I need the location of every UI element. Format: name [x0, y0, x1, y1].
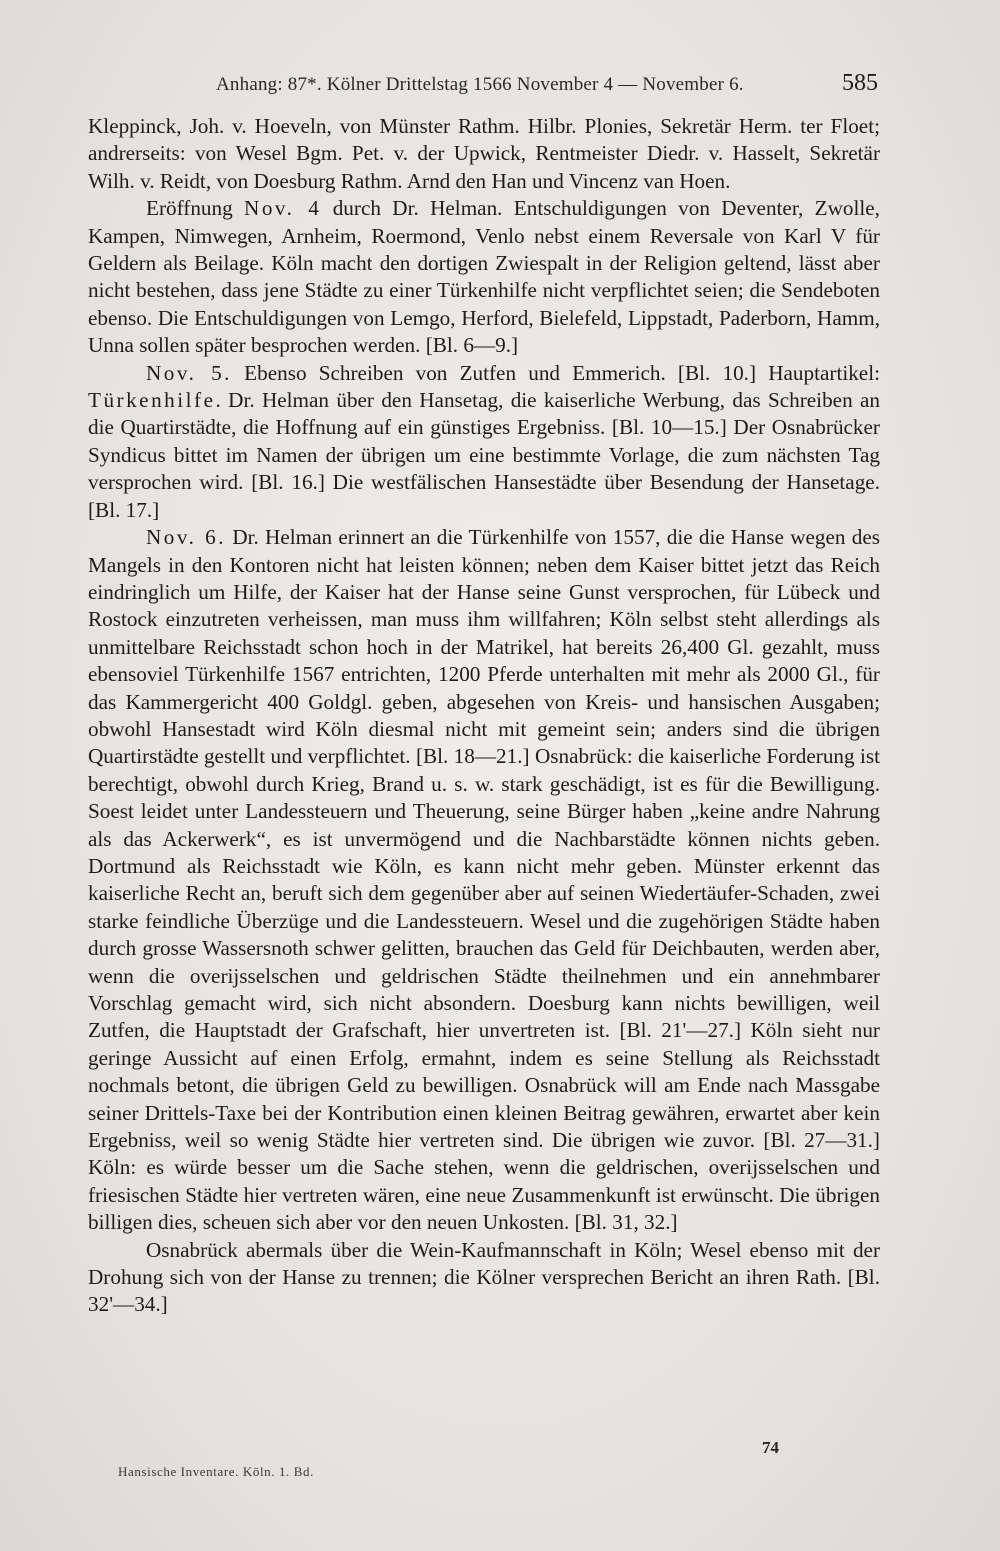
text-run: Kleppinck, Joh. v. Hoeveln, von Münster Rathm. Hilbr. Plonies, Sekretär Herm. ter Floet; andrerseits: von Wesel Bgm. Pet. v. der Upwick, Rentmeister Diedr. v. Hasselt, Sekretär Wilh. v. Reidt, von Doesburg Rathm. Arnd den Han und Vincenz van Hoen.: [88, 114, 880, 193]
spaced-text: Nov. 6.: [146, 525, 227, 550]
spaced-text: Nov. 5.: [146, 360, 232, 385]
page-header: [88, 70, 878, 104]
body-text: [88, 113, 880, 1319]
text-run: Ebenso Schreiben von Zutfen und Emmerich. [Bl. 10.] Hauptartikel:: [231, 360, 880, 385]
text-run: durch Dr. Helman. Entschuldigungen von Deventer, Zwolle, Kampen, Nimwegen, Arnheim, Roermond, Venlo nebst einem Reversale von Karl V für Geldern als Beilage. Köln macht den dortigen Zwiespalt in der Religion geltend, lässt aber nicht bestehen, dass jene Städte zu einer Türkenhilfe nicht verpflichtet seien; die Sendeboten ebenso. Die Entschuldigungen von Lemgo, Herford, Bielefeld, Lippstadt, Paderborn, Hamm, Unna sollen später besprochen werden. [Bl. 6—9.]: [88, 196, 880, 358]
signature-label: Hansische Inventare. Köln. 1. Bd.: [118, 1464, 314, 1479]
page-number: 585: [842, 70, 878, 96]
paragraph: [88, 524, 880, 1237]
text-run: Osnabrück abermals über die Wein-Kaufmannschaft in Köln; Wesel ebenso mit der Drohung sich von der Hanse zu trennen; die Kölner versprechen Bericht an ihren Rath. [Bl. 32'—34.]: [88, 1237, 880, 1317]
signature-number: 74: [762, 1438, 779, 1457]
paragraph: [88, 113, 880, 195]
spaced-text: Türkenhilfe: [88, 388, 216, 413]
paragraph: [88, 360, 880, 524]
paragraph: [88, 1237, 880, 1319]
spaced-text: Nov. 4: [244, 196, 322, 221]
text-run: Dr. Helman erinnert an die Türkenhilfe von 1557, die die Hanse wegen des Mangels in den Kontoren nicht hat leisten können; neben dem Kaiser bittet jetzt das Reich eindringlich um Hilfe, der Kaiser hat der Hanse seine Gunst versprochen, für Lübeck und Rostock einzutreten verheissen, man muss ihm willfahren; Köln selbst steht allerdings als unmittelbare Reichsstadt schon hoch in der Matrikel, hat bereits 26,400 Gl. gezahlt, muss ebensoviel Türkenhilfe 1567 entrichten, 1200 Pferde unterhalten mit mehr als 2000 Gl., für das Kammergericht 400 Goldgl. geben, abgesehen von Kreis- und hansischen Ausgaben; obwohl Hansestadt wird Köln diesmal nicht mit gemeint sein; anders sind die übrigen Quartirstädte gestellt und verpflichtet. [Bl. 18—21.] Osnabrück: die kaiserliche Forderung ist berechtigt, obwohl durch Krieg, Brand u. s. w. stark geschädigt, ist es für die Bewilligung. Soest leidet unter Landessteuern und Theuerung, seine Bürger haben „keine andre Nahrung als das Ackerwerk“, es ist unvermögend und die Nachbarstädte können nichts geben. Dortmund als Reichsstadt wie Köln, es kann nicht mehr geben. Münster erkennt das kaiserliche Recht an, beruft sich dem gegenüber aber auf seinen Wiedertäufer-Schaden, zwei starke feindliche Überzüge und die Landessteuern. Wesel und die zugehörigen Städte haben durch grosse Wassersnoth schwer gelitten, brauchen das Geld für Deichbauten, werden aber, wenn die overijsselschen und geldrischen Städte theilnehmen und ein annehmbarer Vorschlag gemacht wird, sich nicht absondern. Doesburg kann nichts bewilligen, weil Zutfen, die Hauptstadt der Grafschaft, hier unvertreten ist. [Bl. 21'—27.] Köln sieht nur geringe Aussicht auf einen Erfolg, ermahnt, indem es seine Stellung als Reichsstadt nochmals betont, die übrigen Geld zu bewilligen. Osnabrück will am Ende nach Massgabe seiner Drittels-Taxe bei der Kontribution einen kleinen Beitrag gewähren, erwartet aber kein Ergebniss, weil so wenig Städte hier vertreten sind. Die übrigen wie zuvor. [Bl. 27—31.] Köln: es würde besser um die Sache stehen, wenn die geldrischen, overijsselschen und friesischen Städte hier vertreten wären, eine neue Zusammenkunft ist erwünscht. Die übrigen billigen dies, scheuen sich aber vor den neuen Unkosten. [Bl. 31, 32.]: [88, 525, 880, 1235]
text-run: Eröffnung: [146, 196, 245, 221]
page-footer: [88, 1438, 880, 1488]
paragraph: [88, 195, 880, 359]
text-run: . Dr. Helman über den Hansetag, die kaiserliche Werbung, das Schreiben an die Quartirstädte, die Hoffnung auf ein günstiges Ergebniss. [Bl. 10—15.] Der Osnabrücker Syndicus bittet im Namen der übrigen um eine bestimmte Vorlage, die zum nächsten Tag versprochen wird. [Bl. 16.] Die westfälischen Hansestädte über Besendung der Hansetage. [Bl. 17.]: [88, 388, 880, 522]
running-head: Anhang: 87*. Kölner Drittelstag 1566 November 4 — November 6.: [216, 74, 744, 95]
